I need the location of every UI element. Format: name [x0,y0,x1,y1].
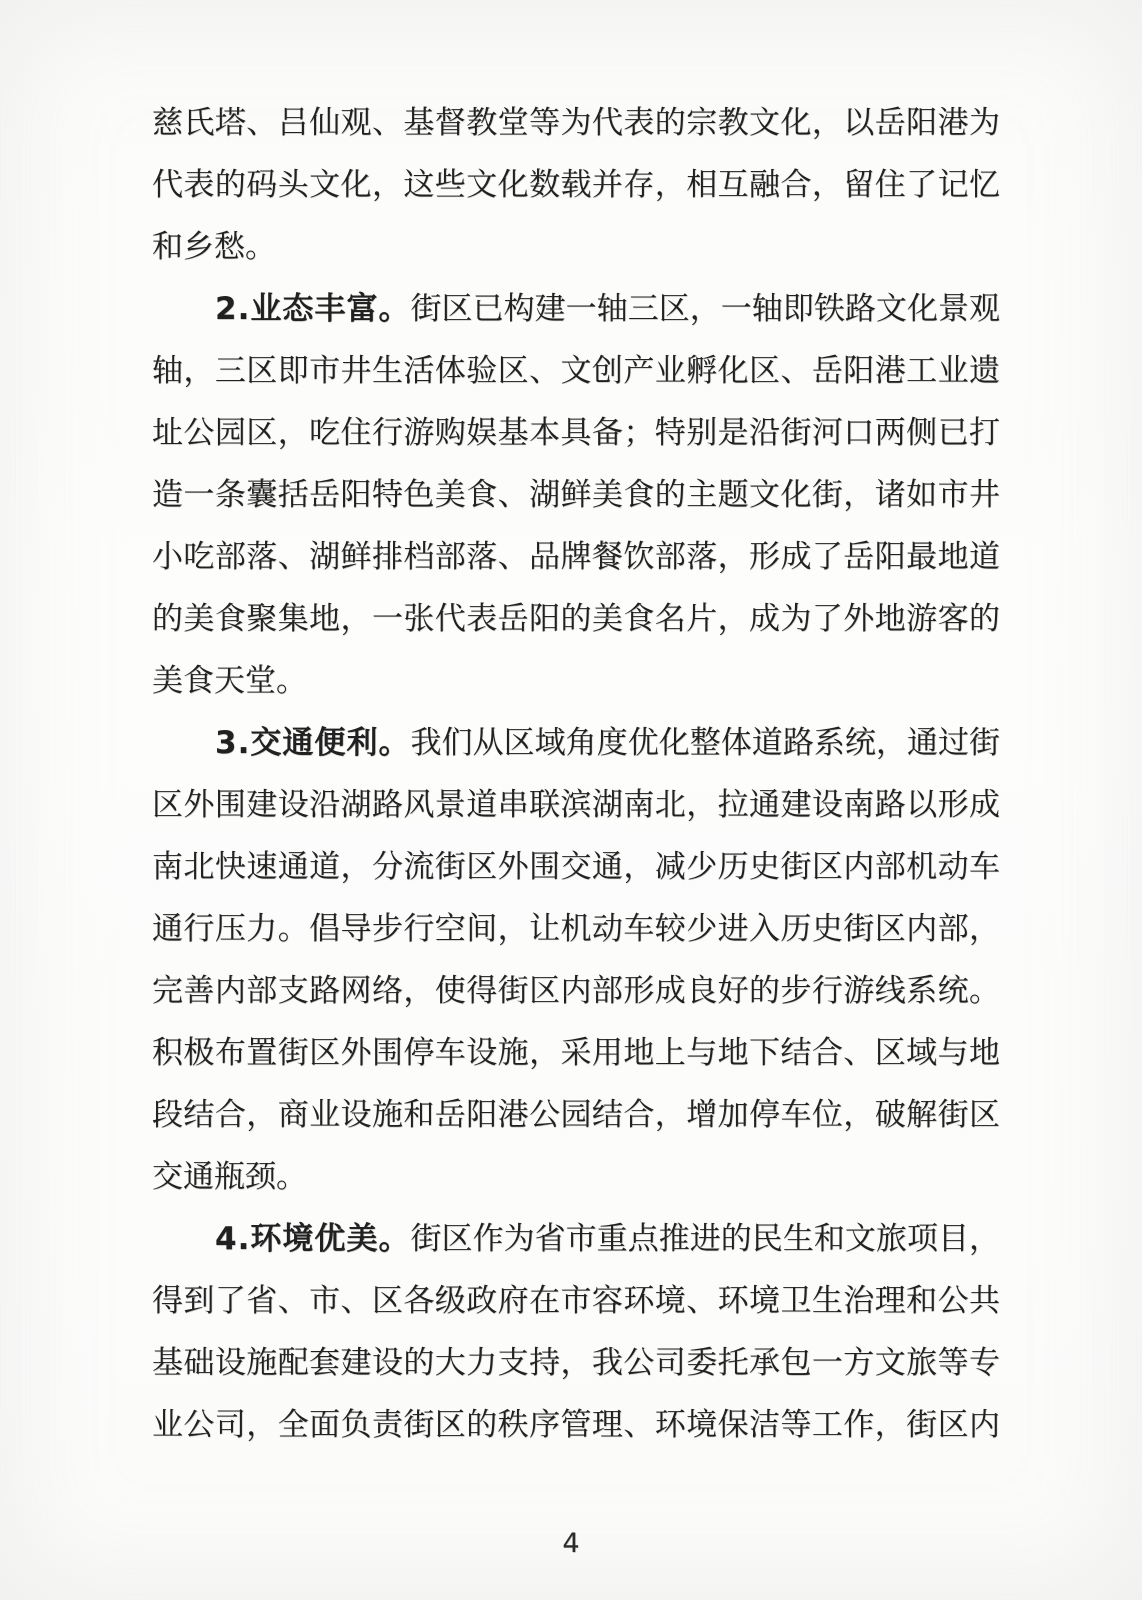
text-line-text: 小吃部落、湖鲜排档部落、品牌餐饮部落，形成了岳阳最地道 [152,539,1000,575]
document-body-text [152,92,1000,1456]
text-line-paragraph-2-heading [152,278,1000,340]
text-line-text: 址公园区，吃住行游购娱基本具备；特别是沿街河口两侧已打 [152,415,1000,451]
text-line-text: 南北快速通道，分流街区外围交通，减少历史街区内部机动车 [152,849,1000,885]
page-number: 4 [562,1528,580,1559]
text-line-text: 基础设施配套建设的大力支持，我公司委托承包一方文旅等专 [152,1345,1000,1381]
text-line-text: 美食天堂。 [152,663,307,699]
text-line [152,898,1000,960]
text-line [152,960,1000,1022]
text-line [152,340,1000,402]
text-line-text: 交通瓶颈。 [152,1159,307,1195]
paragraph-2-heading-bold: 2.业态丰富。 [215,291,411,327]
text-line [152,1394,1000,1456]
text-line-text: 和乡愁。 [152,229,276,265]
text-line-text: 业公司，全面负责街区的秩序管理、环境保洁等工作，街区内 [152,1407,1000,1443]
text-line-text: 慈氏塔、吕仙观、基督教堂等为代表的宗教文化，以岳阳港为 [152,105,1000,141]
text-line-paragraph-4-heading [152,1208,1000,1270]
text-line [152,92,1000,154]
paragraph-3-heading-bold: 3.交通便利。 [215,725,411,761]
text-line [152,402,1000,464]
text-line [152,1084,1000,1146]
text-line [152,1270,1000,1332]
text-line-text: 街区已构建一轴三区，一轴即铁路文化景观 [410,291,1000,327]
text-line-text: 积极布置街区外围停车设施，采用地上与地下结合、区域与地 [152,1035,1000,1071]
text-line [152,1332,1000,1394]
text-line-text: 完善内部支路网络，使得街区内部形成良好的步行游线系统。 [152,973,1000,1009]
text-line [152,216,1000,278]
text-line-text: 轴，三区即市井生活体验区、文创产业孵化区、岳阳港工业遗 [152,353,1000,389]
text-line-paragraph-3-heading [152,712,1000,774]
text-line [152,774,1000,836]
text-line-text: 代表的码头文化，这些文化数载并存，相互融合，留住了记忆 [152,167,1000,203]
text-line [152,526,1000,588]
text-line-text: 通行压力。倡导步行空间，让机动车较少进入历史街区内部， [152,911,1000,947]
text-line-text: 的美食聚集地，一张代表岳阳的美食名片，成为了外地游客的 [152,601,1000,637]
text-line [152,650,1000,712]
text-line-text: 造一条囊括岳阳特色美食、湖鲜美食的主题文化街，诸如市井 [152,477,1000,513]
text-line [152,1146,1000,1208]
text-line-text: 我们从区域角度优化整体道路系统，通过街 [410,725,1000,761]
text-line [152,836,1000,898]
text-line [152,588,1000,650]
text-line [152,1022,1000,1084]
text-line-text: 区外围建设沿湖路风景道串联滨湖南北，拉通建设南路以形成 [152,787,1000,823]
paragraph-4-heading-bold: 4.环境优美。 [215,1221,411,1257]
text-line [152,154,1000,216]
text-line-text: 得到了省、市、区各级政府在市容环境、环境卫生治理和公共 [152,1283,1000,1319]
text-line-text: 段结合，商业设施和岳阳港公园结合，增加停车位，破解街区 [152,1097,1000,1133]
text-line [152,464,1000,526]
text-line-text: 街区作为省市重点推进的民生和文旅项目， [410,1221,1000,1257]
